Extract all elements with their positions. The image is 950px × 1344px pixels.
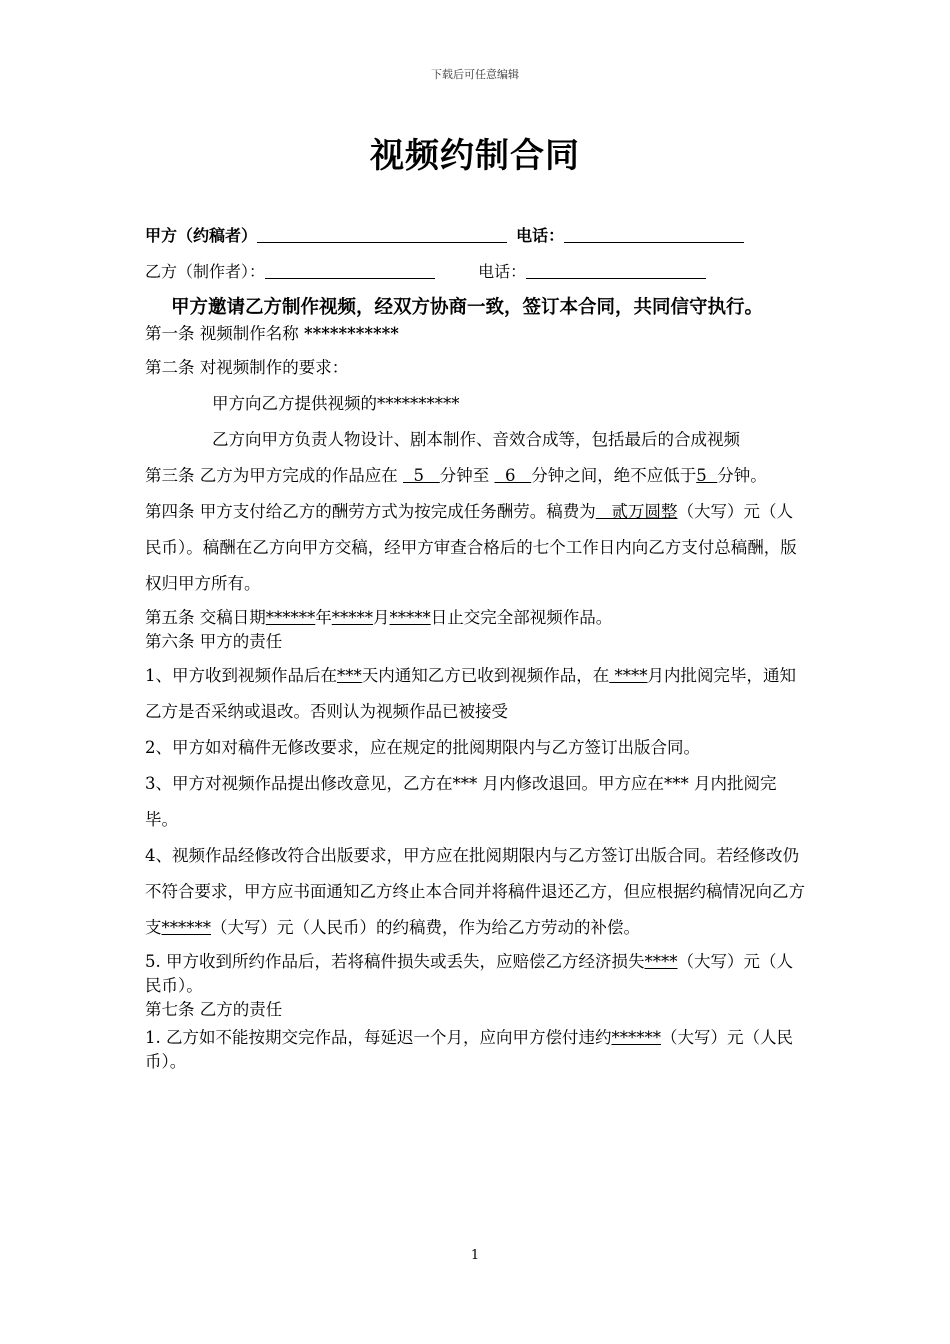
article-6-clause-1-days: *** [337, 666, 362, 685]
article-4-text-a: 第四条 甲方支付给乙方的酬劳方式为按完成任务酬劳。稿费为 [145, 502, 596, 521]
page-number: 1 [470, 1248, 480, 1263]
party-a-name-blank [257, 224, 507, 243]
party-b-phone-blank [526, 260, 706, 279]
article-3-floor-value: 5 [696, 466, 718, 485]
party-b-label: 乙方（制作者）： [145, 262, 266, 281]
article-2-item-2: 乙方向甲方负责人物设计、剧本制作、音效合成等，包括最后的合成视频 [212, 430, 740, 449]
article-4-text-b: （大写）元（人民币）。稿酬在乙方向甲方交稿，经甲方审查合格后的七个工作日内向乙方支付总稿酬，版权归甲方所有。 [145, 502, 797, 593]
header-note: 下载后可任意编辑 [431, 68, 519, 81]
article-5-year-unit: 年 [315, 608, 332, 627]
article-5-month-unit: 月 [373, 608, 390, 627]
party-b-name-blank [265, 260, 435, 279]
article-6-clause-5-amount: **** [644, 952, 678, 971]
article-5 [145, 606, 807, 630]
article-6-clause-1-text-c: 月内批阅完毕，通知乙方是否采纳或退改。否则认为视频作品已被接受 [145, 666, 796, 721]
party-b-phone-label: 电话： [478, 262, 527, 281]
article-7-clause-1-amount: ****** [611, 1028, 661, 1047]
party-a-label: 甲方（约稿者） [145, 226, 258, 245]
article-6-clause-4-text-b: （大写）元（人民币）的约稿费，作为给乙方劳动的补偿。 [211, 918, 640, 937]
article-6-clause-2: 2、甲方如对稿件无修改要求，应在规定的批阅期限内与乙方签订出版合同。 [145, 738, 700, 757]
article-5-day: ***** [389, 608, 431, 627]
article-7-clause-1 [145, 1026, 807, 1074]
article-6-clause-4 [145, 838, 807, 946]
article-6-clause-1-text-b: 天内通知乙方已收到视频作品，在 [361, 666, 610, 685]
intro-paragraph: 甲方邀请乙方制作视频，经双方协商一致，签订本合同，共同信守执行。 [171, 297, 764, 318]
article-6-heading: 第六条 甲方的责任 [145, 632, 283, 651]
article-2-item-1: 甲方向乙方提供视频的********** [212, 394, 460, 413]
article-3-min-value: 5 [403, 466, 440, 485]
article-3-text-b: 分钟至 [439, 466, 495, 485]
article-5-month: ***** [331, 608, 373, 627]
party-a-phone-blank [564, 224, 744, 243]
article-1-text: 第一条 视频制作名称 [145, 324, 304, 343]
document-title: 视频约制合同 [370, 136, 580, 176]
article-5-year: ****** [265, 608, 316, 627]
party-a-phone-label: 电话： [516, 226, 565, 245]
party-a-line [145, 222, 807, 258]
article-3 [145, 458, 807, 494]
article-6-clause-4-text-a: 4、视频作品经修改符合出版要求，甲方应在批阅期限内与乙方签订出版合同。若经修改仍不符合要求，甲方应书面通知乙方终止本合同并将稿件退还乙方，但应根据约稿情况向乙方支 [145, 846, 805, 937]
article-2-heading: 第二条 对视频制作的要求： [145, 358, 349, 377]
article-1 [145, 322, 807, 346]
contract-body [145, 222, 807, 1074]
article-3-text-c: 分钟之间，绝不应低于 [531, 466, 697, 485]
article-1-value: *********** [304, 324, 399, 343]
article-5-text-b: 日止交完全部视频作品。 [430, 608, 613, 627]
article-5-text-a: 第五条 交稿日期 [145, 608, 266, 627]
article-4 [145, 494, 807, 602]
party-b-line [145, 258, 807, 294]
article-3-text-a: 第三条 乙方为甲方完成的作品应在 [145, 466, 403, 485]
article-7-heading: 第七条 乙方的责任 [145, 1000, 283, 1019]
article-6-clause-5-text-b: （大写）元（人民币）。 [145, 952, 793, 995]
article-6-clause-1-text-a: 1、甲方收到视频作品后在 [145, 666, 337, 685]
article-6-clause-5-text-a: 5. 甲方收到所约作品后，若将稿件损失或丢失，应赔偿乙方经济损失 [145, 952, 645, 971]
article-4-amount: 贰万圆整 [595, 502, 678, 521]
article-3-max-value: 6 [494, 466, 532, 485]
article-6-clause-1-months: **** [609, 666, 648, 685]
article-7-clause-1-text-b: （大写）元（人民币）。 [145, 1028, 793, 1071]
article-6-clause-1 [145, 658, 807, 730]
article-7-clause-1-text-a: 1. 乙方如不能按期交完作品，每延迟一个月，应向甲方偿付违约 [145, 1028, 612, 1047]
article-6-clause-4-amount: ****** [161, 918, 211, 937]
article-6-clause-3: 3、甲方对视频作品提出修改意见，乙方在*** 月内修改退回。甲方应在*** 月内批阅完毕。 [145, 774, 777, 829]
article-6-clause-5 [145, 950, 807, 998]
article-3-text-d: 分钟。 [717, 466, 767, 485]
